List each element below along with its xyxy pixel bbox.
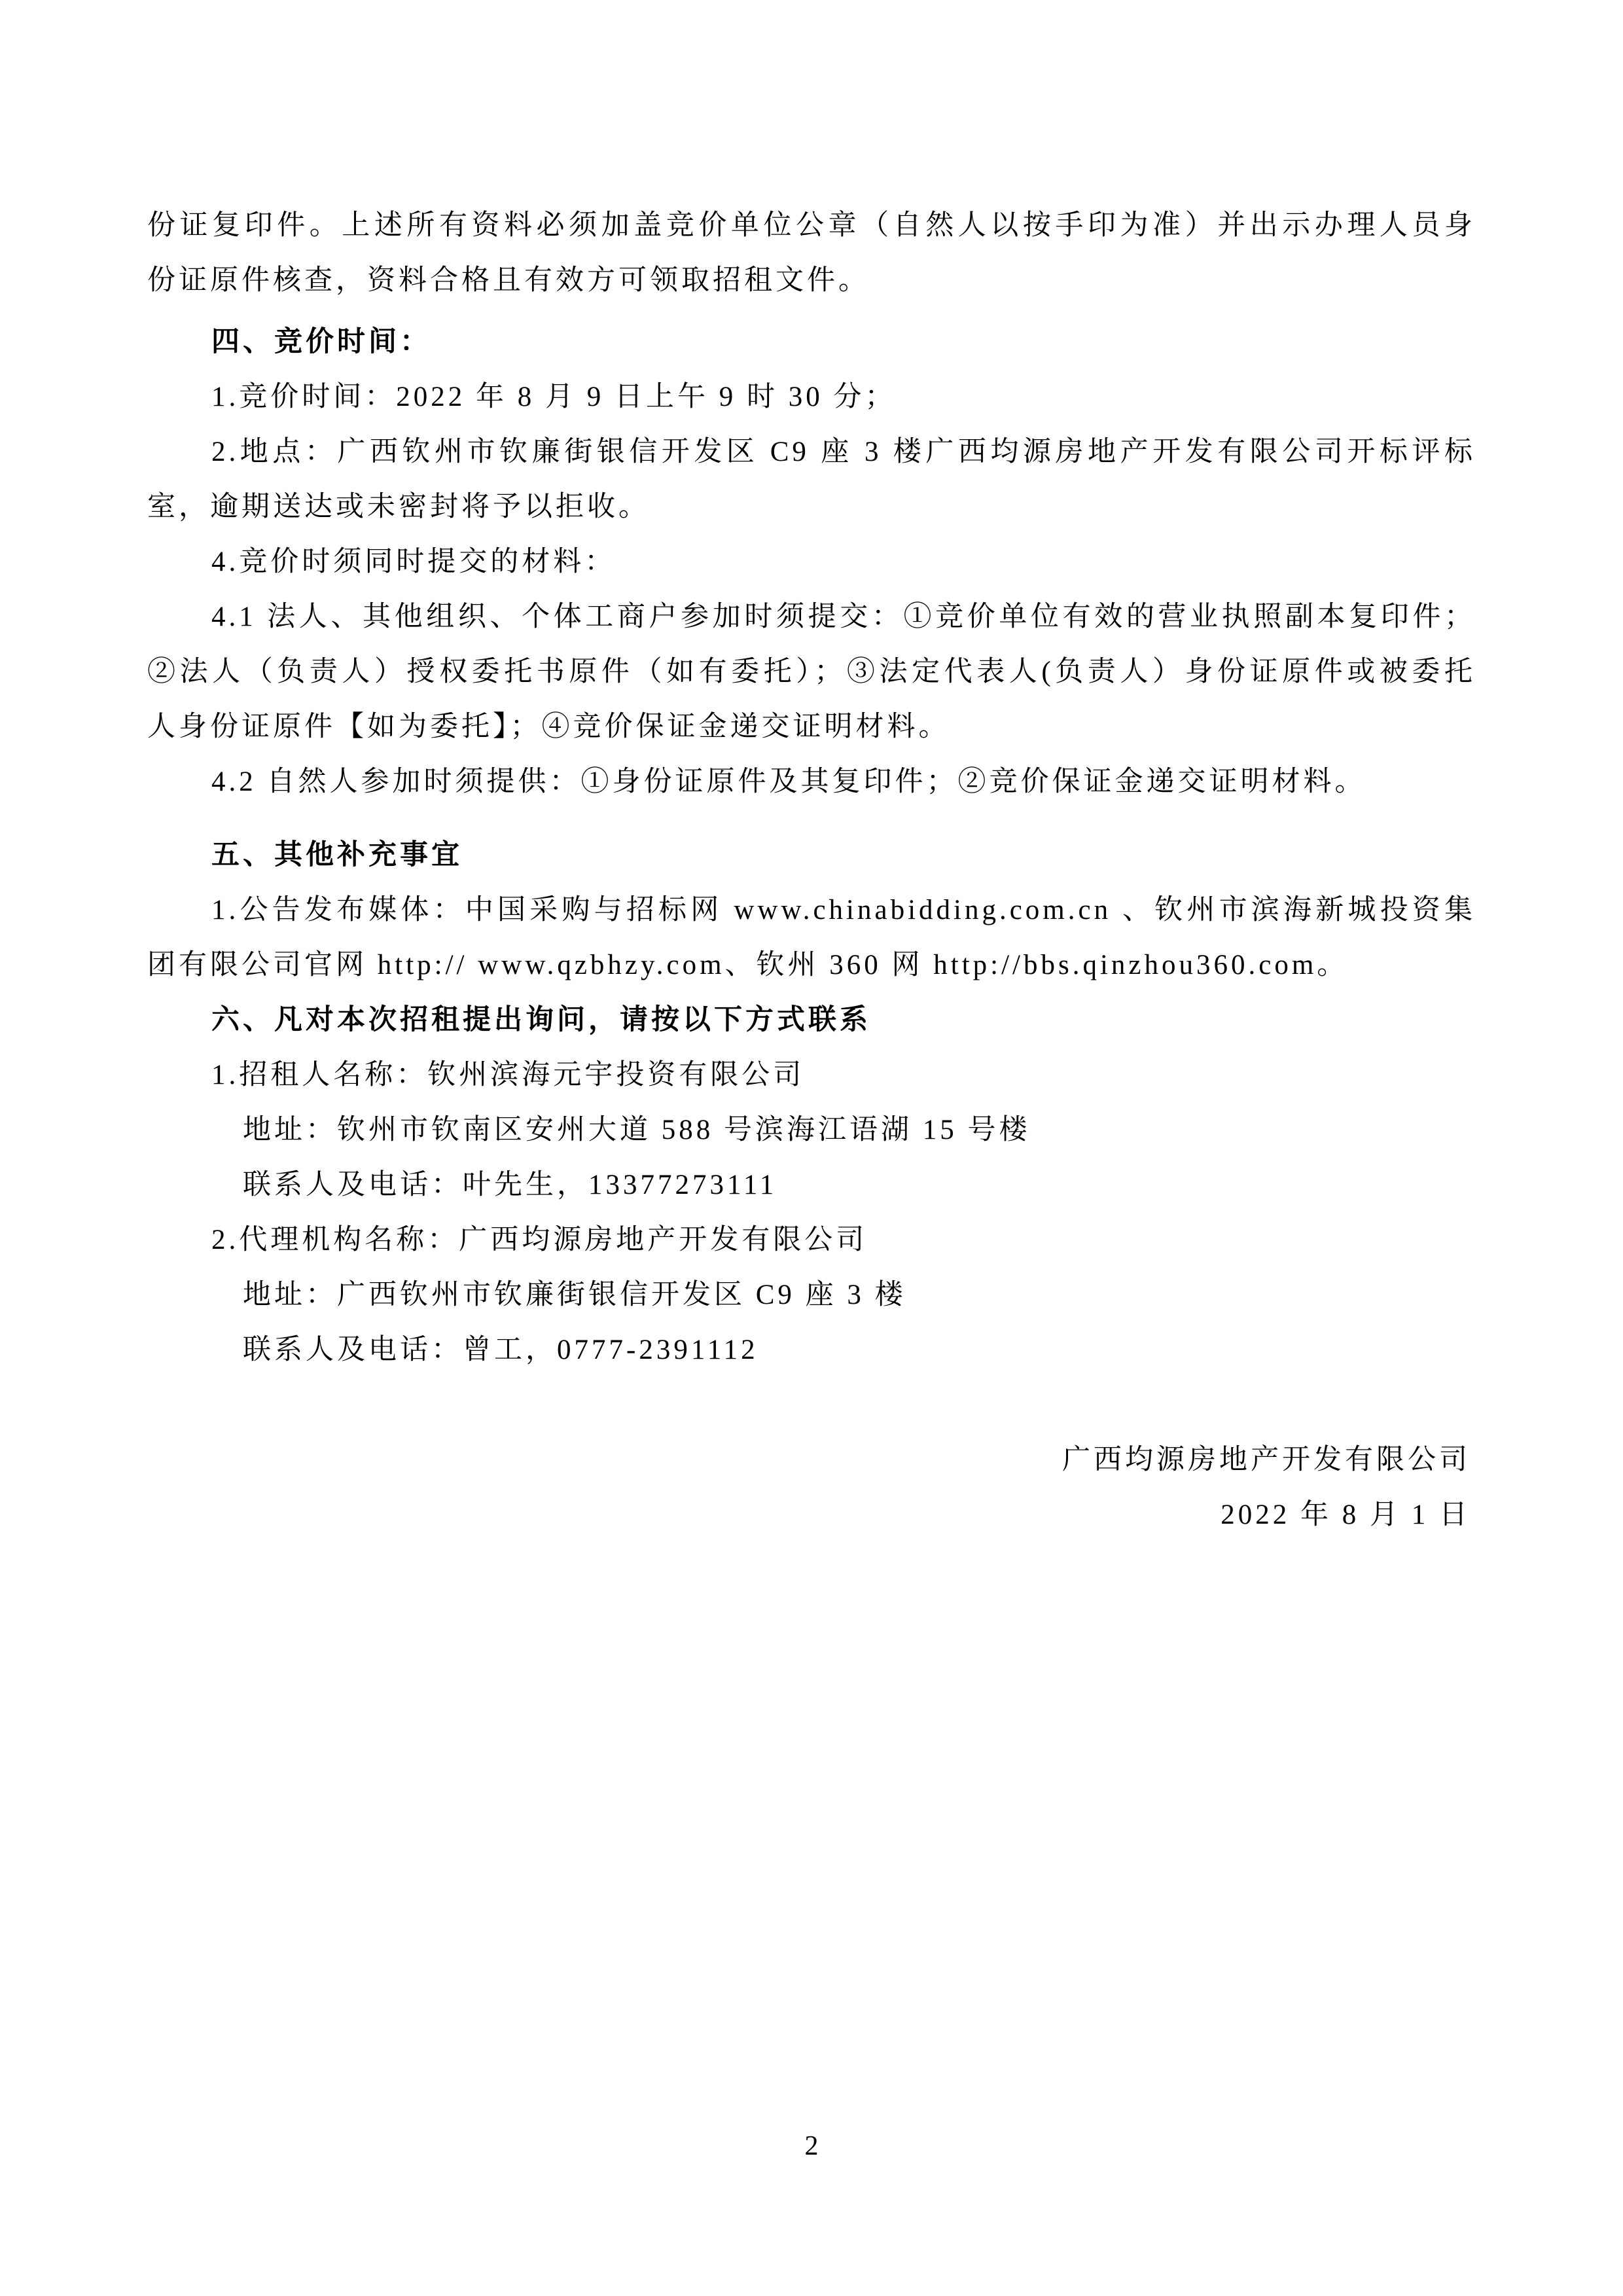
item-4-2: 4.2 自然人参加时须提供：①身份证原件及其复印件；②竞价保证金递交证明材料。 [211, 766, 1366, 797]
heading-section-5: 五、其他补充事宜 [211, 840, 463, 870]
item-location-line-2: 室，逾期送达或未密封将予以拒收。 [147, 492, 650, 522]
item-4-1-line-3: 人身份证原件【如为委托】；④竞价保证金递交证明材料。 [147, 711, 950, 742]
body-line-1: 份证复印件。上述所有资料必须加盖竞价单位公章（自然人以按手印为准）并出示办理人员身 [147, 210, 1476, 241]
document-body [147, 198, 1476, 1543]
item-agent-name: 2.代理机构名称：广西均源房地产开发有限公司 [211, 1225, 868, 1255]
item-agent-address: 地址：广西钦州市钦廉街银信开发区 C9 座 3 楼 [243, 1280, 906, 1310]
item-lessor-contact: 联系人及电话：叶先生，13377273111 [243, 1170, 777, 1200]
item-media-line-1: 1.公告发布媒体：中国采购与招标网 www.chinabidding.com.cn 、钦州市滨海新城投资集 [211, 895, 1476, 925]
item-4-1-line-2: ②法人（负责人）授权委托书原件（如有委托）；③法定代表人(负责人）身份证原件或被委托 [147, 656, 1476, 687]
item-lessor-address: 地址：钦州市钦南区安州大道 588 号滨海江语湖 15 号楼 [243, 1115, 1031, 1145]
heading-section-6: 六、凡对本次招租提出询问，请按以下方式联系 [211, 1005, 871, 1035]
item-agent-contact: 联系人及电话：曾工，0777-2391112 [243, 1335, 758, 1365]
signature-date: 2022 年 8 月 1 日 [1221, 1499, 1471, 1530]
body-line-2: 份证原件核查，资料合格且有效方可领取招租文件。 [147, 265, 870, 296]
item-lessor-name: 1.招租人名称：钦州滨海元宇投资有限公司 [211, 1060, 805, 1090]
item-media-line-2: 团有限公司官网 http:// www.qzbhzy.com、钦州 360 网 http://bbs.qinzhou360.com。 [147, 950, 1349, 980]
item-materials-intro: 4.竞价时须同时提交的材料： [211, 547, 616, 577]
item-bidding-time: 1.竞价时间：2022 年 8 月 9 日上午 9 时 30 分； [211, 382, 897, 412]
blank-line [147, 1378, 1476, 1433]
signature-company: 广西均源房地产开发有限公司 [1062, 1444, 1471, 1475]
page-number: 2 [804, 2131, 819, 2161]
heading-section-4: 四、竞价时间： [211, 327, 431, 357]
item-4-1-line-1: 4.1 法人、其他组织、个体工商户参加时须提交：①竞价单位有效的营业执照副本复印件； [211, 601, 1476, 632]
item-location-line-1: 2.地点：广西钦州市钦廉街银信开发区 C9 座 3 楼广西均源房地产开发有限公司开标评标 [211, 437, 1476, 467]
